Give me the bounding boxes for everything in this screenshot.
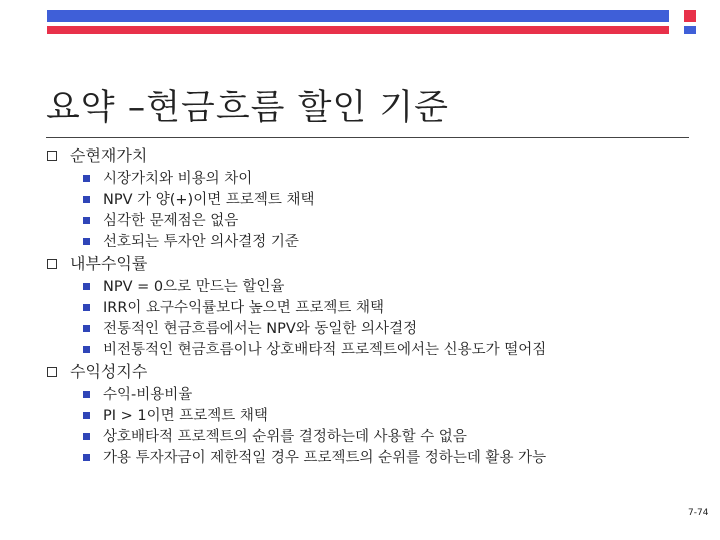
square-bullet-icon <box>83 412 90 419</box>
hollow-square-bullet-icon <box>47 367 57 377</box>
square-bullet-icon <box>83 283 90 290</box>
section-heading-text: 수익성지수 <box>70 362 148 381</box>
slide-body <box>46 144 696 468</box>
list-item <box>46 210 696 231</box>
list-item-text: 시장가치와 비용의 차이 <box>103 171 253 187</box>
list-item-text: 상호배타적 프로젝트의 순위를 결정하는데 사용할 수 없음 <box>103 429 467 445</box>
slide-title: 요약 –현금흐름 할인 기준 <box>46 88 449 128</box>
list-item-text: NPV = 0으로 만드는 할인율 <box>103 279 285 295</box>
section-heading-text: 순현재가치 <box>70 146 148 165</box>
page-number: 7-74 <box>688 508 709 518</box>
hollow-square-bullet-icon <box>47 259 57 269</box>
list-item <box>46 318 696 339</box>
square-bullet-icon <box>83 325 90 332</box>
square-bullet-icon <box>83 433 90 440</box>
square-bullet-icon <box>83 454 90 461</box>
square-bullet-icon <box>83 217 90 224</box>
list-item-text: NPV 가 양(+)이면 프로젝트 채택 <box>103 192 315 208</box>
list-item <box>46 405 696 426</box>
square-bullet-icon <box>83 196 90 203</box>
square-bullet-icon <box>83 304 90 311</box>
header-square-red <box>684 10 696 22</box>
square-bullet-icon <box>83 238 90 245</box>
section-heading <box>46 360 696 384</box>
list-item <box>46 339 696 360</box>
list-item <box>46 276 696 297</box>
list-item-text: 선호되는 투자안 의사결정 기준 <box>103 234 299 250</box>
square-bullet-icon <box>83 346 90 353</box>
list-item-text: 심각한 문제점은 없음 <box>103 213 239 229</box>
section-heading-text: 내부수익률 <box>70 254 148 273</box>
list-item-text: 비전통적인 현금흐름이나 상호배타적 프로젝트에서는 신용도가 떨어짐 <box>103 342 547 358</box>
list-item <box>46 297 696 318</box>
list-item-text: 가용 투자자금이 제한적일 경우 프로젝트의 순위를 정하는데 활용 가능 <box>103 450 547 466</box>
header-bar-red <box>47 26 669 34</box>
square-bullet-icon <box>83 175 90 182</box>
list-item <box>46 168 696 189</box>
header-bar-blue <box>47 10 669 22</box>
header-square-blue <box>684 26 696 34</box>
list-item-text: IRR이 요구수익률보다 높으면 프로젝트 채택 <box>103 300 384 316</box>
list-item <box>46 231 696 252</box>
list-item <box>46 189 696 210</box>
list-item-text: PI > 1이면 프로젝트 채택 <box>103 408 268 424</box>
section-heading <box>46 252 696 276</box>
list-item <box>46 447 696 468</box>
hollow-square-bullet-icon <box>47 151 57 161</box>
list-item <box>46 426 696 447</box>
square-bullet-icon <box>83 391 90 398</box>
list-item-text: 수익-비용비율 <box>103 387 193 403</box>
section-heading <box>46 144 696 168</box>
list-item-text: 전통적인 현금흐름에서는 NPV와 동일한 의사결정 <box>103 321 418 337</box>
title-divider <box>46 137 689 138</box>
list-item <box>46 384 696 405</box>
